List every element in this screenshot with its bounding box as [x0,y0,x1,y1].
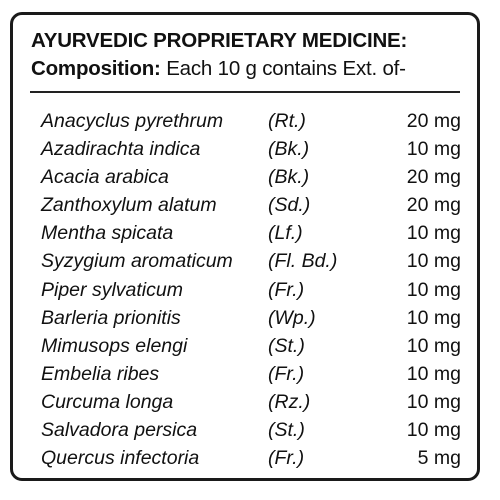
ingredient-quantity: 10 mg [406,278,461,301]
ingredient-plant-part: (Fl. Bd.) [268,250,338,273]
ingredient-name: Salvadora persica [41,419,198,442]
ingredient-name: Azadirachta indica [41,138,201,161]
ingredient-name: Mentha spicata [41,222,174,245]
ingredient-row [13,135,483,163]
ingredient-quantity: 10 mg [406,306,461,329]
ingredient-row [13,163,483,191]
ingredient-name: Mimusops elengi [41,334,188,357]
ingredient-name: Curcuma longa [41,390,174,413]
ingredient-name: Syzygium aromaticum [41,250,233,273]
composition-line [31,57,406,81]
ingredient-plant-part: (Bk.) [268,138,310,161]
ingredient-name: Anacyclus pyrethrum [41,110,224,132]
ingredient-quantity: 10 mg [406,138,461,161]
ingredient-row [13,332,483,360]
ingredient-quantity: 10 mg [406,419,461,442]
heading-divider [30,91,460,93]
ingredient-row [13,247,483,275]
ingredient-plant-part: (Fr.) [268,278,305,301]
ingredient-row [13,107,483,135]
ingredient-quantity: 10 mg [406,250,461,273]
ingredient-quantity: 10 mg [406,222,461,245]
ingredient-plant-part: (Sd.) [268,194,311,217]
ingredient-name: Quercus infectoria [41,447,200,470]
ingredient-row [13,416,483,444]
ingredient-plant-part: (Wp.) [268,306,316,329]
ingredient-row [13,444,483,472]
ingredient-plant-part: (Lf.) [268,222,303,245]
ingredient-quantity: 10 mg [406,362,461,385]
ingredient-row [13,388,483,416]
ingredient-row [13,276,483,304]
composition-label-panel [10,12,480,481]
ingredient-name: Piper sylvaticum [41,278,183,301]
ingredient-quantity: 10 mg [406,334,461,357]
ingredient-plant-part: (Rz.) [268,390,311,413]
ingredient-plant-part: (St.) [268,419,305,442]
ingredient-quantity: 10 mg [406,390,461,413]
ingredient-name: Zanthoxylum alatum [41,194,217,217]
ingredient-quantity: 20 mg [406,194,461,217]
ingredient-plant-part: (Fr.) [268,447,305,470]
composition-text: Each 10 g contains Ext. of- [166,57,406,80]
ingredient-row [13,219,483,247]
ingredient-row [13,304,483,332]
ingredient-quantity: 20 mg [406,166,461,189]
ingredient-plant-part: (St.) [268,334,305,357]
ingredient-plant-part: (Fr.) [268,362,305,385]
composition-label: Composition: [31,57,161,80]
ingredient-plant-part: (Rt.) [268,110,306,132]
ingredient-list [13,107,483,472]
label-heading: AYURVEDIC PROPRIETARY MEDICINE: [31,29,408,52]
ingredient-plant-part: (Bk.) [268,166,310,189]
ingredient-quantity: 5 mg [417,447,461,470]
ingredient-quantity: 20 mg [406,110,461,132]
ingredient-row [13,191,483,219]
ingredient-name: Barleria prionitis [41,306,181,329]
ingredient-name: Acacia arabica [41,166,169,189]
ingredient-name: Embelia ribes [41,362,160,385]
ingredient-row [13,360,483,388]
